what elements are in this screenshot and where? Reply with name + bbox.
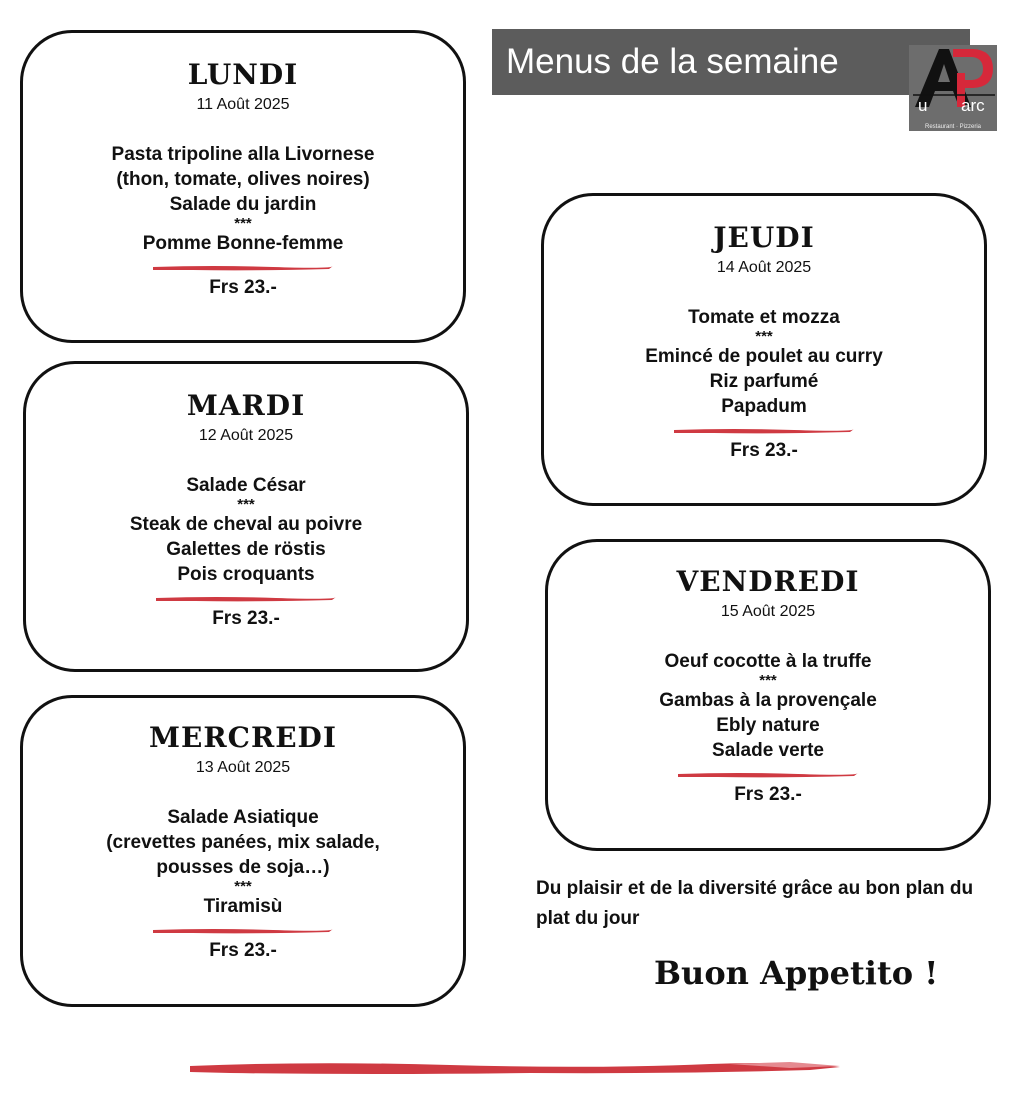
day-date: 14 Août 2025	[716, 259, 812, 276]
dish-line: Emincé de poulet au curry	[645, 346, 883, 368]
brush-stroke-divider	[156, 595, 336, 603]
dish-list	[544, 305, 984, 419]
dish-list	[23, 805, 463, 919]
menu-card-jeudi	[541, 193, 987, 506]
course-separator: ***	[234, 215, 252, 233]
dish-line: Salade verte	[712, 740, 824, 762]
day-name: MERCREDI	[149, 721, 337, 754]
dish-line: Gambas à la provençale	[659, 690, 877, 712]
brush-stroke-divider	[153, 264, 333, 272]
svg-text:u: u	[918, 96, 928, 115]
dish-line: Papadum	[721, 396, 807, 418]
menu-card-lundi	[20, 30, 466, 343]
dish-line: Pomme Bonne-femme	[142, 233, 344, 255]
tagline: Du plaisir et de la diversité grâce au bon plan du plat du jour	[536, 878, 974, 929]
menu-card-vendredi	[545, 539, 991, 851]
dish-line: Oeuf cocotte à la truffe	[664, 651, 872, 673]
dish-line: Tiramisù	[203, 896, 283, 918]
dish-line: Riz parfumé	[709, 371, 819, 393]
course-separator: ***	[234, 878, 252, 896]
day-name: VENDREDI	[676, 565, 860, 598]
dish-list	[23, 142, 463, 256]
price: Frs 23.-	[730, 440, 798, 462]
menu-card-mercredi	[20, 695, 466, 1007]
brush-stroke-divider	[674, 427, 854, 435]
logo-mark	[909, 45, 997, 117]
day-name: MARDI	[186, 389, 306, 422]
page-title: Menus de la semaine	[506, 42, 839, 81]
day-date: 13 Août 2025	[195, 759, 291, 776]
price: Frs 23.-	[209, 940, 277, 962]
dish-line: Ebly nature	[716, 715, 820, 737]
dish-line: Galettes de röstis	[166, 539, 326, 561]
dish-line: Salade du jardin	[169, 194, 317, 216]
day-date: 11 Août 2025	[196, 96, 290, 113]
price: Frs 23.-	[734, 784, 802, 806]
course-separator: ***	[237, 496, 255, 514]
dish-line: Pois croquants	[177, 564, 315, 586]
price: Frs 23.-	[212, 608, 280, 630]
dish-list	[26, 473, 466, 587]
course-separator: ***	[759, 672, 777, 690]
dish-list	[548, 649, 988, 763]
page-title-banner	[492, 29, 970, 95]
price: Frs 23.-	[209, 277, 277, 299]
svg-text:arc: arc	[961, 96, 985, 115]
dish-line: Salade Asiatique	[167, 807, 319, 829]
bottom-brush-stroke	[190, 1058, 840, 1078]
restaurant-logo	[909, 45, 997, 131]
dish-line: Salade César	[186, 475, 306, 497]
day-name: LUNDI	[187, 58, 299, 91]
day-name: JEUDI	[713, 221, 815, 254]
day-date: 12 Août 2025	[198, 427, 294, 444]
dish-line: pousses de soja…)	[156, 857, 330, 879]
logo-subtitle: Restaurant · Pizzeria	[924, 124, 982, 130]
greeting: Buon Appetito !	[654, 954, 939, 992]
course-separator: ***	[755, 328, 773, 346]
dish-line: Steak de cheval au poivre	[129, 514, 363, 536]
dish-line: (crevettes panées, mix salade,	[106, 832, 380, 854]
day-date: 15 Août 2025	[720, 603, 816, 620]
menu-card-mardi	[23, 361, 469, 672]
dish-line: Pasta tripoline alla Livornese	[111, 144, 375, 166]
dish-line: (thon, tomate, olives noires)	[116, 169, 370, 191]
dish-line: Tomate et mozza	[688, 307, 840, 329]
brush-stroke-divider	[678, 771, 858, 779]
brush-stroke-divider	[153, 927, 333, 935]
